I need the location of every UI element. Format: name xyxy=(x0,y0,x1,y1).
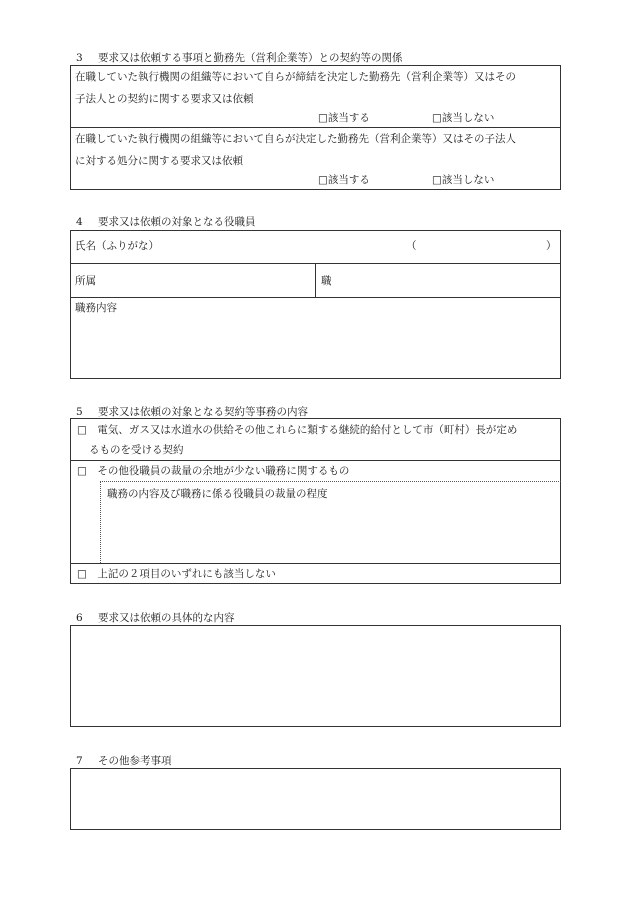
section-3-row2-line1: 在職していた執行機関の組織等において自らが決定した勤務先（営利企業等）又はその子法人 xyxy=(75,133,516,145)
furigana-paren-close: ） xyxy=(546,240,557,252)
section-6-content-box[interactable] xyxy=(70,625,561,727)
section-5-option-1-line1[interactable]: □ 電気、ガス又は水道水の供給その他これらに類する継続的給付として市（町村）長が定め xyxy=(77,424,518,436)
section-3-row2-not-applicable-checkbox[interactable]: □該当しない xyxy=(432,174,495,186)
section-3-row1-not-applicable-checkbox[interactable]: □該当しない xyxy=(432,112,495,124)
section-5-title: 要求又は依頼の対象となる契約等事務の内容 xyxy=(98,406,308,418)
section-5-number: 5 xyxy=(76,406,83,418)
position-label: 職 xyxy=(321,275,332,287)
section-3-title: 要求又は依頼する事項と勤務先（営利企業等）との契約等の関係 xyxy=(98,52,403,64)
section-6-number: 6 xyxy=(76,612,83,624)
section-4-heading xyxy=(76,214,256,229)
section-5-divider-2 xyxy=(70,563,561,564)
duties-label: 職務内容 xyxy=(75,302,117,314)
section-5-subbox-top xyxy=(100,481,561,482)
furigana-paren-open: （ xyxy=(406,240,417,252)
section-7-title: その他参考事項 xyxy=(98,755,172,767)
section-4-divider-2 xyxy=(70,297,561,298)
section-5-heading xyxy=(76,404,308,419)
section-5-option-1-line2: るものを受ける契約 xyxy=(89,444,184,456)
section-5-subbox-left xyxy=(100,481,101,563)
section-5-option-2-sublabel: 職務の内容及び職務に係る役職員の裁量の程度 xyxy=(107,488,328,500)
section-7-content-box[interactable] xyxy=(70,768,561,830)
section-3-row2-line2: に対する処分に関する要求又は依頼 xyxy=(75,155,243,167)
affiliation-label: 所属 xyxy=(75,275,96,287)
section-7-number: 7 xyxy=(76,755,83,767)
section-3-heading xyxy=(76,50,403,65)
section-6-title: 要求又は依頼の具体的な内容 xyxy=(98,612,235,624)
section-3-row1-line1: 在職していた執行機関の組織等において自らが締結を決定した勤務先（営利企業等）又はその xyxy=(75,71,516,83)
section-3-row-divider xyxy=(70,127,561,128)
section-5-divider-1 xyxy=(70,460,561,461)
section-5-option-2[interactable]: □ その他役職員の裁量の余地が少ない職務に関するもの xyxy=(77,465,350,477)
section-6-heading xyxy=(76,610,235,625)
section-4-title: 要求又は依頼の対象となる役職員 xyxy=(98,216,256,228)
section-4-number: 4 xyxy=(76,216,83,228)
section-3-number: 3 xyxy=(76,52,83,64)
section-4-vertical-divider xyxy=(315,263,316,297)
section-3-row1-applicable-checkbox[interactable]: □該当する xyxy=(318,112,370,124)
section-5-option-3[interactable]: □ 上記の２項目のいずれにも該当しない xyxy=(77,568,276,580)
name-label: 氏名（ふりがな） xyxy=(75,240,159,252)
section-7-heading xyxy=(76,753,172,768)
section-3-row2-applicable-checkbox[interactable]: □該当する xyxy=(318,174,370,186)
section-3-row1-line2: 子法人との契約に関する要求又は依頼 xyxy=(75,93,254,105)
